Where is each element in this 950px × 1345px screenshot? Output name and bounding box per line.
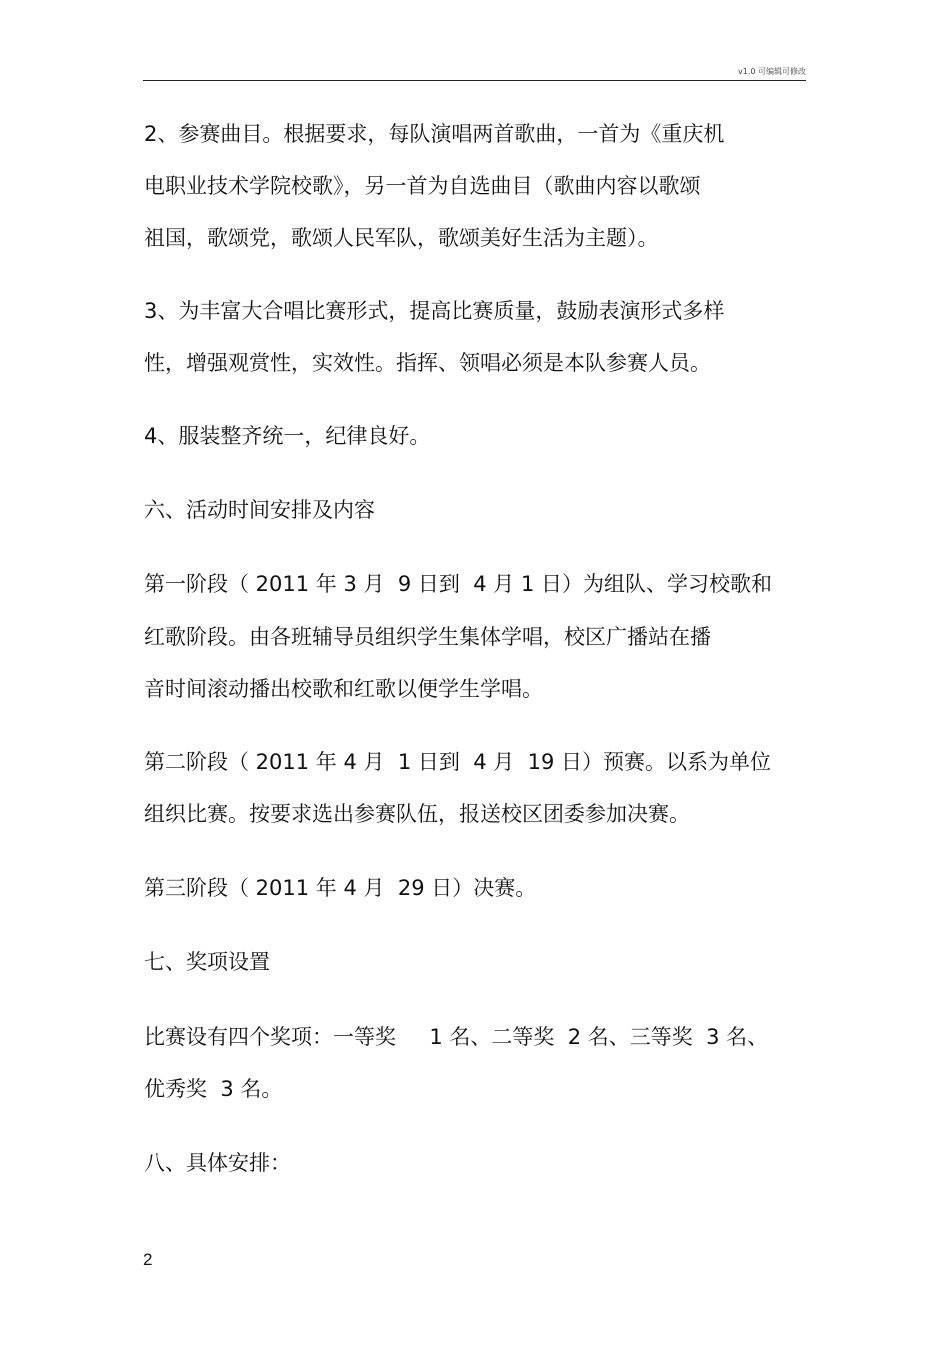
body-line-10: 音时间滚动播出校歌和红歌以便学生学唱。 (144, 677, 543, 701)
body-line-9: 红歌阶段。由各班辅导员组织学生集体学唱，校区广播站在播 (144, 625, 711, 649)
section-heading-8: 八、具体安排： (144, 1151, 291, 1175)
body-line-12: 组织比赛。按要求选出参赛队伍，报送校区团委参加决赛。 (144, 802, 690, 826)
body-line-3: 祖国，歌颂党，歌颂人民军队，歌颂美好生活为主题）。 (144, 226, 659, 250)
page-number: 2 (143, 1250, 153, 1269)
body-line-13: 第三阶段（ 2011 年 4 月 29 日）决赛。 (144, 876, 537, 900)
header-rule (143, 80, 806, 81)
body-line-8: 第一阶段（ 2011 年 3 月 9 日到 4 月 1 日）为组队、学习校歌和 (144, 572, 772, 596)
body-line-4: 3、为丰富大合唱比赛形式，提高比赛质量，鼓励表演形式多样 (144, 299, 725, 323)
body-line-16: 优秀奖 3 名。 (144, 1077, 283, 1101)
body-line-15: 比赛设有四个奖项：一等奖 1 名、二等奖 2 名、三等奖 3 名、 (144, 1025, 769, 1049)
section-heading-6: 六、活动时间安排及内容 (144, 498, 375, 522)
body-line-5: 性，增强观赏性，实效性。指挥、领唱必须是本队参赛人员。 (144, 351, 711, 375)
body-line-6: 4、服装整齐统一，纪律良好。 (144, 424, 431, 448)
body-line-2: 电职业技术学院校歌》，另一首为自选曲目（歌曲内容以歌颂 (144, 174, 701, 198)
body-line-11: 第二阶段（ 2011 年 4 月 1 日到 4 月 19 日）预赛。以系为单位 (144, 750, 772, 774)
header-version-label: v1.0 可编辑可修改 (738, 67, 806, 76)
body-line-1: 2、参赛曲目。根据要求，每队演唱两首歌曲，一首为《重庆机 (144, 122, 725, 146)
section-heading-7: 七、奖项设置 (144, 950, 270, 974)
